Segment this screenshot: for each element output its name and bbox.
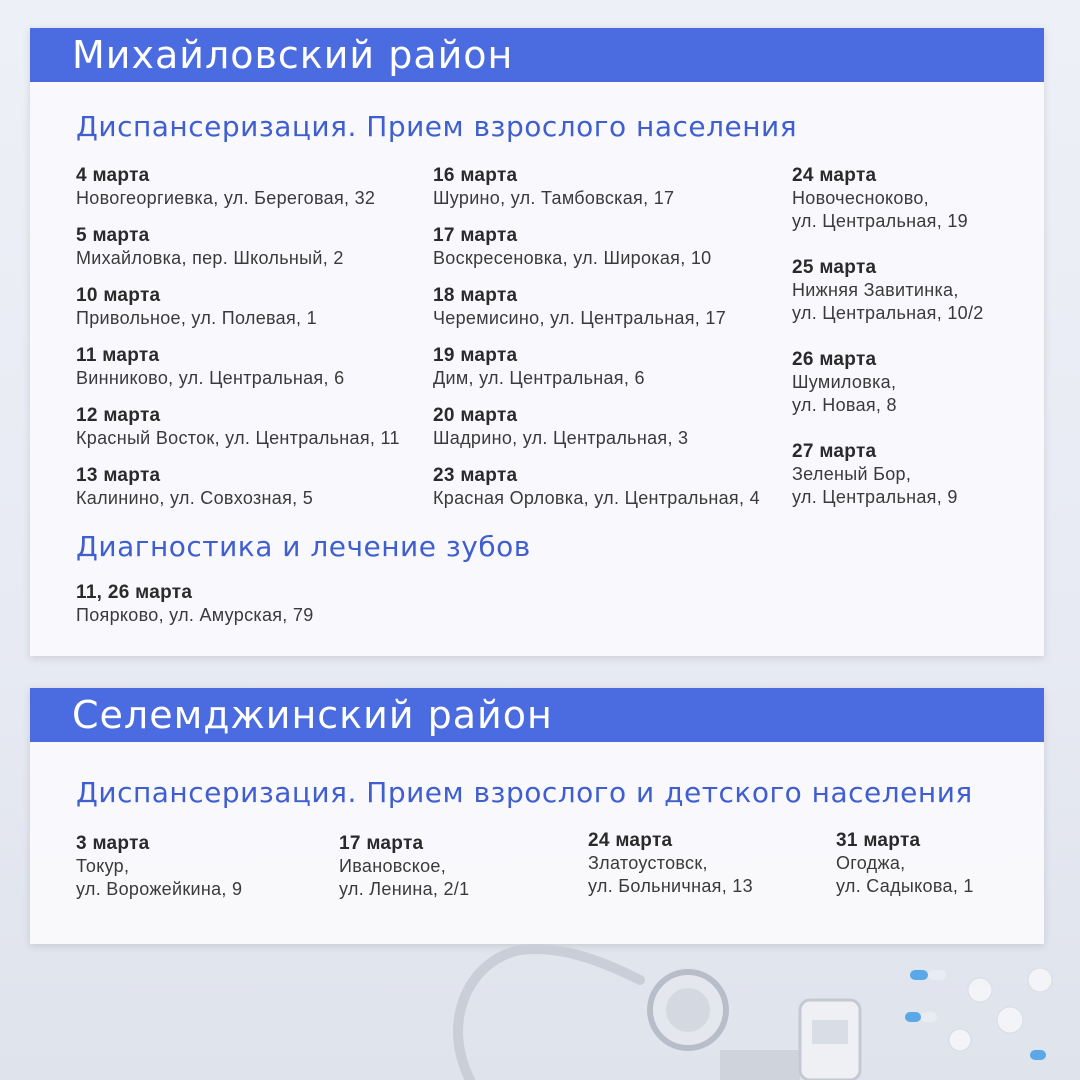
schedule-entry (76, 284, 317, 330)
entry-address: Калинино, ул. Совхозная, 5 (76, 488, 314, 508)
schedule-entry (433, 224, 711, 270)
entry-date: 24 марта (792, 165, 877, 186)
entry-date: 24 марта (588, 830, 673, 851)
schedule-entry (433, 464, 760, 510)
entry-date: 11 марта (76, 345, 160, 366)
schedule-entry (433, 284, 726, 330)
screening-title: Диспансеризация. Прием взрослого и детского населения (76, 776, 973, 809)
schedule-entry (76, 224, 344, 270)
entry-date: 16 марта (433, 165, 518, 186)
entry-date: 18 марта (433, 285, 518, 306)
entry-street: ул. Новая, 8 (792, 395, 897, 415)
schedule-entry (792, 256, 984, 325)
entry-date: 10 марта (76, 285, 161, 306)
schedule-entry (76, 164, 375, 210)
pills-icon (905, 968, 1052, 1060)
district-title: Михайловский район (30, 28, 1044, 82)
entry-settlement: Нижняя Завитинка, (792, 280, 959, 300)
entry-settlement: Ивановское, (339, 856, 447, 876)
entry-settlement: Шумиловка, (792, 372, 897, 392)
schedule-entry (792, 440, 958, 509)
entry-address: Новогеоргиевка, ул. Береговая, 32 (76, 188, 376, 208)
entry-date: 19 марта (433, 345, 518, 366)
schedule-entry (792, 164, 968, 233)
selemdzhinsky-card (30, 688, 1044, 944)
schedule-entry (76, 464, 313, 510)
entry-address: Черемисино, ул. Центральная, 17 (433, 308, 727, 328)
screening-title: Диспансеризация. Прием взрослого населения (76, 110, 798, 143)
entry-settlement: Зеленый Бор, (792, 464, 912, 484)
schedule-entry (588, 829, 753, 898)
entry-address: Дим, ул. Центральная, 6 (433, 368, 645, 388)
entry-street: ул. Центральная, 19 (792, 211, 968, 231)
schedule-entry (76, 344, 344, 390)
schedule-entry (433, 344, 645, 390)
schedule-entry (433, 404, 688, 450)
entry-street: ул. Ворожейкина, 9 (76, 879, 243, 899)
schedule-entry (836, 829, 974, 898)
schedule-entry (433, 164, 674, 210)
entry-settlement: Златоустовск, (588, 853, 708, 873)
entry-address: Красный Восток, ул. Центральная, 11 (76, 428, 400, 448)
entry-address: Поярково, ул. Амурская, 79 (76, 605, 314, 625)
schedule-entry (339, 832, 469, 901)
schedule-entry (76, 404, 400, 450)
entry-date: 17 марта (433, 225, 518, 246)
schedule-entry (792, 348, 897, 417)
schedule-entry (76, 832, 242, 901)
entry-address: Привольное, ул. Полевая, 1 (76, 308, 317, 328)
entry-address: Винниково, ул. Центральная, 6 (76, 368, 345, 388)
entry-street: ул. Больничная, 13 (588, 876, 753, 896)
entry-date: 4 марта (76, 165, 150, 186)
entry-street: ул. Центральная, 9 (792, 487, 958, 507)
entry-address: Красная Орловка, ул. Центральная, 4 (433, 488, 760, 508)
entry-date: 31 марта (836, 830, 921, 851)
entry-settlement: Новочесноково, (792, 188, 929, 208)
entry-date: 12 марта (76, 405, 161, 426)
entry-address: Шадрино, ул. Центральная, 3 (433, 428, 689, 448)
entry-street: ул. Садыкова, 1 (836, 876, 974, 896)
entry-date: 5 марта (76, 225, 150, 246)
entry-date: 13 марта (76, 465, 161, 486)
dental-entry (76, 581, 314, 627)
entry-date: 11, 26 марта (76, 582, 193, 603)
entry-date: 27 марта (792, 441, 877, 462)
entry-address: Шурино, ул. Тамбовская, 17 (433, 188, 675, 208)
entry-settlement: Огоджа, (836, 853, 906, 873)
entry-date: 23 марта (433, 465, 518, 486)
entry-street: ул. Центральная, 10/2 (792, 303, 984, 323)
district-title: Селемджинский район (30, 688, 1044, 742)
dental-title: Диагностика и лечение зубов (76, 530, 531, 563)
stethoscope-icon (0, 940, 1080, 1080)
entry-settlement: Токур, (76, 856, 130, 876)
entry-address: Михайловка, пер. Школьный, 2 (76, 248, 344, 268)
entry-date: 17 марта (339, 833, 424, 854)
entry-date: 3 марта (76, 833, 150, 854)
entry-date: 26 марта (792, 349, 877, 370)
medical-decoration (0, 940, 1080, 1080)
entry-address: Воскресеновка, ул. Широкая, 10 (433, 248, 712, 268)
mikhaylovsky-card (30, 28, 1044, 656)
entry-date: 20 марта (433, 405, 518, 426)
entry-street: ул. Ленина, 2/1 (339, 879, 470, 899)
entry-date: 25 марта (792, 257, 877, 278)
